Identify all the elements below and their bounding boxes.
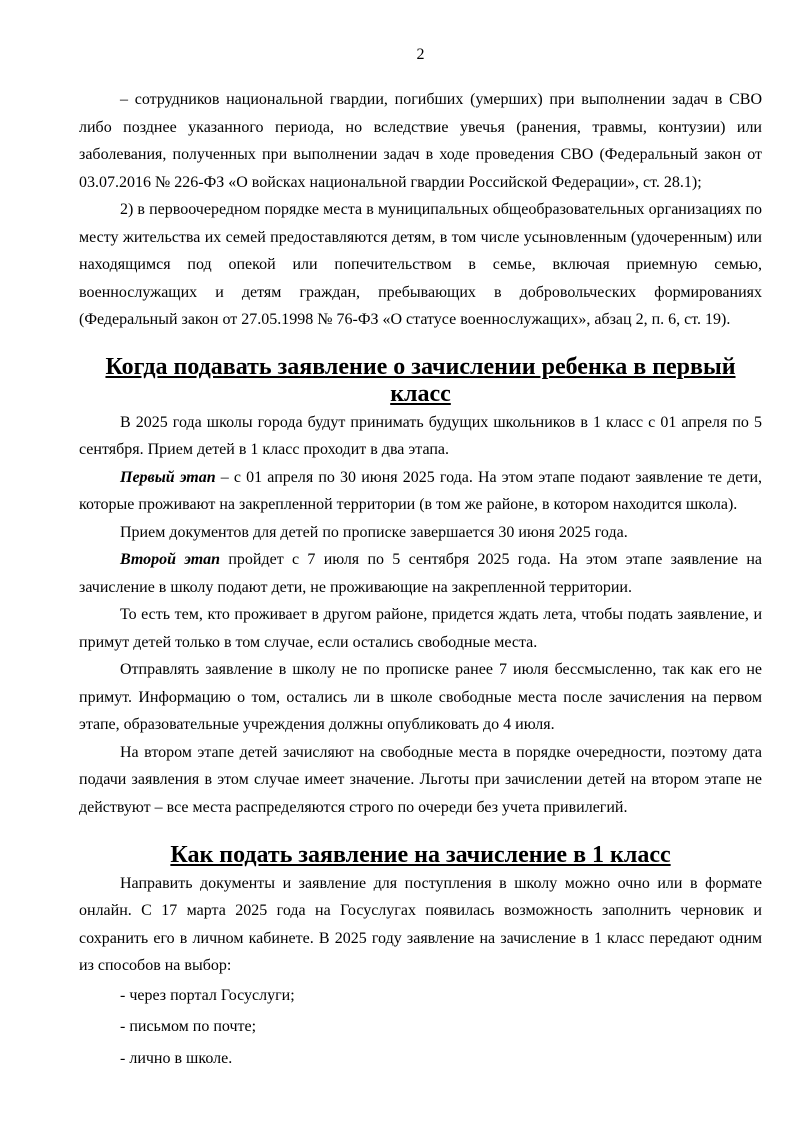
paragraph-before-july: Отправлять заявление в школу не по прописке ранее 7 июля бессмысленно, так как его не примут. Информацию о том, остались ли в школе свободные места после зачисления на первом этапе, образовательные учреждения должны опубликовать до 4 июля. (79, 661, 762, 733)
page-number: 2 (416, 46, 425, 63)
paragraph-admission-period: В 2025 года школы города будут принимать будущих школьников в 1 класс с 01 апреля по 5 сентября. Прием детей в 1 класс проходит в два этапа. (79, 413, 762, 458)
list-item-gosuslugi: - через портал Госуслуги; (120, 986, 295, 1004)
second-stage-text: пройдет с 7 июля по 5 сентября 2025 года. На этом этапе заявление на зачисление в школу подают дети, не проживающие на закрепленной территории. (79, 551, 762, 596)
paragraph-other-district: То есть тем, кто проживает в другом районе, придется ждать лета, чтобы подать заявление, и примут детей только в том случае, если остались свободные места. (79, 606, 762, 651)
section-heading-when-to-apply: Когда подавать заявление о зачислении ребенка в первый класс (105, 353, 736, 407)
list-item-mail: - письмом по почте; (120, 1018, 257, 1035)
first-stage-label: Первый этап (120, 468, 216, 486)
section-heading-how-to-apply: Как подать заявление на зачисление в 1 класс (170, 842, 671, 868)
paragraph-second-stage-order: На втором этапе детей зачисляют на свободные места в порядке очередности, поэтому дата подачи заявления в этом случае имеет значение. Льготы при зачислении детей на втором этапе не действуют – все места распределяются строго по очереди без учета привилегий. (79, 743, 762, 816)
list-item-in-person: - лично в школе. (120, 1049, 233, 1067)
paragraph-registration-deadline: Прием документов для детей по прописке завершается 30 июня 2025 года. (120, 523, 628, 541)
second-stage-label: Второй этап (120, 551, 221, 568)
paragraph-how-to-submit: Направить документы и заявление для поступления в школу можно очно или в формате онлайн. С 17 марта 2025 года на Госуслугах появилась возможность заполнить черновик и сохранить его в личном кабинете. В 2025 году заявление на зачисление в 1 класс передают одним из способов на выбор: (79, 874, 762, 974)
first-stage-text: – с 01 апреля по 30 июня 2025 года. На этом этапе подают заявление те дети, которые проживают на закрепленной территории (в том же районе, в котором находится школа). (79, 468, 763, 513)
paragraph-priority-places: 2) в первоочередном порядке места в муниципальных общеобразовательных организациях по месту жительства их семей предоставляются детям, в том числе усыновленным (удочеренным) или находящимся под опекой или попечительством в семье, включая приемную семью, военнослужащих и детям граждан, пребывающих в добровольческих формированиях (Федеральный закон от 27.05.1998 № 76-ФЗ «О статусе военнослужащих», абзац 2, п. 6, ст. 19). (79, 201, 762, 328)
paragraph-second-stage (79, 546, 762, 601)
paragraph-first-stage (79, 464, 762, 519)
paragraph-national-guard: – сотрудников национальной гвардии, погибших (умерших) при выполнении задач в СВО либо позднее указанного периода, но вследствие увечья (ранения, травмы, контузии) или заболевания, полученных при выполнении задач в ходе проведения СВО (Федеральный закон от 03.07.2016 № 226-ФЗ «О войсках национальной гвардии Российской Федерации», ст. 28.1); (79, 91, 762, 191)
